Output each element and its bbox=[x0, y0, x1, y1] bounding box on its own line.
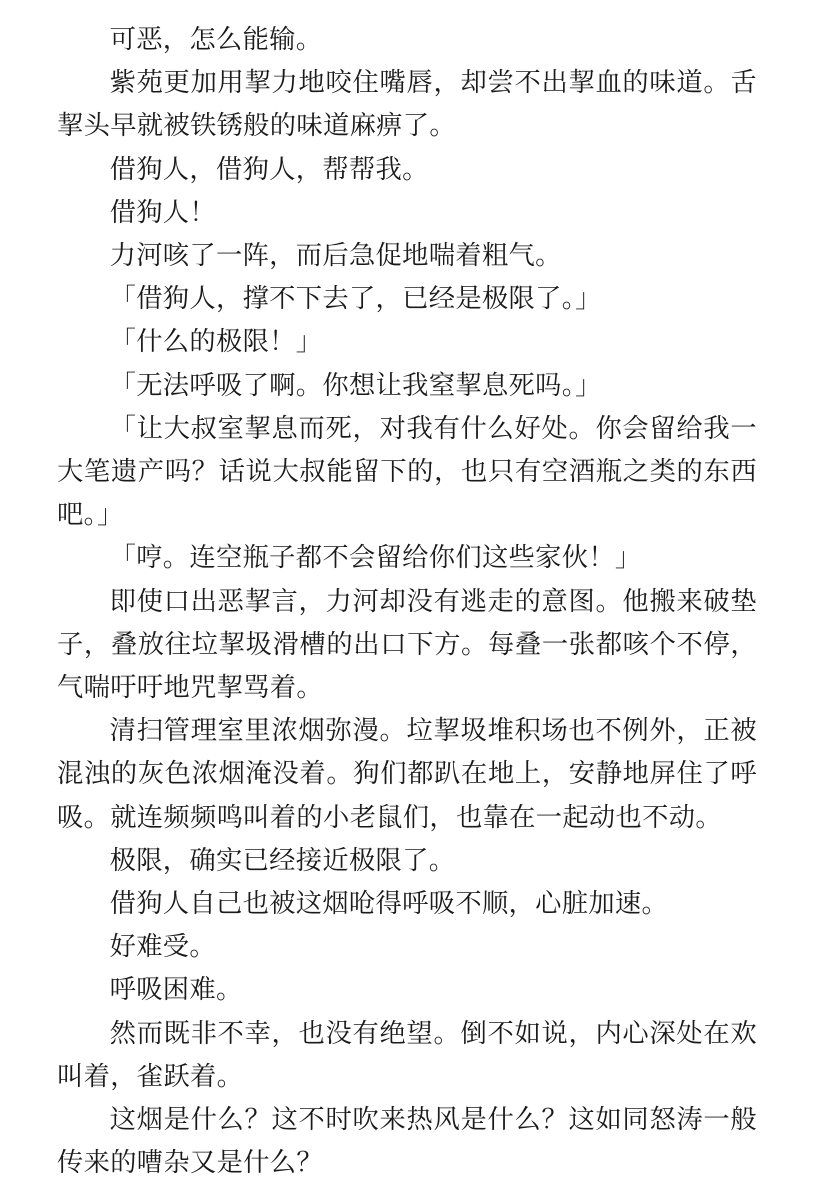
paragraph: 力河咳了一阵，而后急促地喘着粗气。 bbox=[109, 241, 562, 272]
paragraph: 极限，确实已经接近极限了。 bbox=[109, 845, 456, 876]
paragraph: 好难受。 bbox=[109, 932, 216, 963]
paragraph: 紫苑更加用挈力地咬住嘴唇，却尝不出挈血的味道。舌挈头早就被铁锈般的味道麻痹了。 bbox=[57, 68, 757, 142]
paragraph: 可恶，怎么能输。 bbox=[109, 25, 323, 55]
paragraph: 呼吸困难。 bbox=[109, 975, 243, 1006]
paragraph: 「无法呼吸了啊。你想让我窒挈息死吗。」 bbox=[109, 370, 602, 401]
paragraph: 然而既非不幸，也没有绝望。倒不如说，内心深处在欢叫着，雀跃着。 bbox=[57, 1018, 757, 1092]
paragraph: 借狗人！ bbox=[109, 197, 216, 228]
paragraph: 「哼。连空瓶子都不会留给你们这些家伙！」 bbox=[109, 543, 642, 574]
paragraph: 借狗人自己也被这烟呛得呼吸不顺，心脏加速。 bbox=[109, 889, 669, 920]
paragraph: 清扫管理室里浓烟弥漫。垃挈圾堆积场也不例外，正被混浊的灰色浓烟淹没着。狗们都趴在地上，安静地屏住了呼吸。就连频频鸣叫着的小老鼠们，也靠在一起动也不动。 bbox=[57, 716, 757, 833]
paragraph: 「借狗人，撑不下去了，已经是极限了。」 bbox=[109, 284, 602, 315]
paragraph: 「什么的极限！」 bbox=[109, 327, 323, 358]
page-body bbox=[57, 19, 757, 1185]
paragraph: 即使口出恶挈言，力河却没有逃走的意图。他搬来破垫子，叠放往垃挈圾滑槽的出口下方。每叠一张都咳个不停，气喘吁吁地咒挈骂着。 bbox=[57, 586, 757, 704]
paragraph: 这烟是什么？这不时吹来热风是什么？这如同怒涛一般传来的嘈杂又是什么？ bbox=[57, 1105, 757, 1179]
paragraph: 借狗人，借狗人，帮帮我。 bbox=[109, 154, 429, 185]
paragraph: 「让大叔室挈息而死，对我有什么好处。你会留给我一大笔遗产吗？话说大叔能留下的，也只有空酒瓶之类的东西吧。」 bbox=[57, 413, 757, 531]
